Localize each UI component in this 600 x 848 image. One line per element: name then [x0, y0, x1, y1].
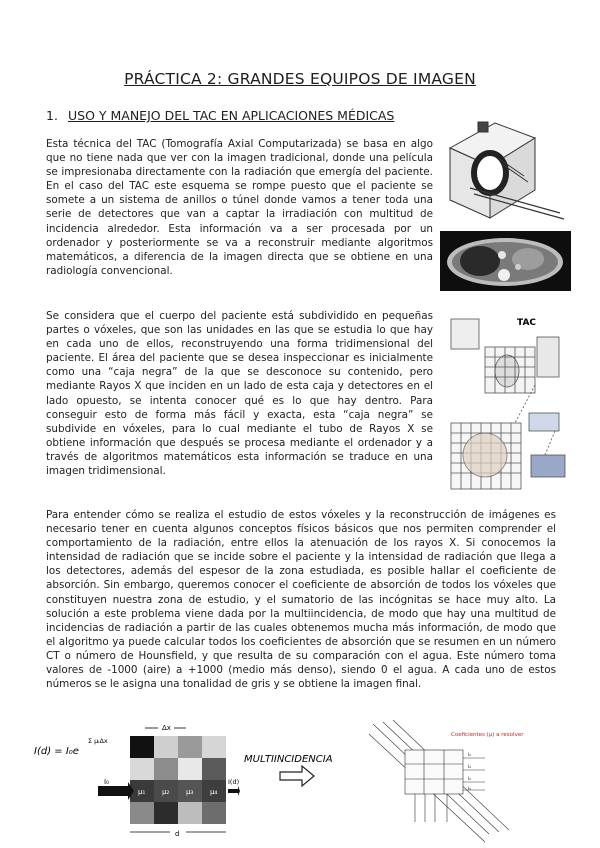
multiincidencia-label: MULTIINCIDENCIA [244, 754, 333, 765]
multi-caption: Coeficientes (μ) a resolver [451, 732, 524, 738]
formula-left: I(d) = I₀e [34, 746, 79, 757]
grid-d-label: d [175, 830, 180, 838]
paragraph-2: Se considera que el cuerpo del paciente está subdividido en pequeñas partes o vóxeles, que son las unidades en las que se estudia lo que hay en cada uno de ellos, reconstruyendo una forma tridimensional del paciente. El área del paciente que se desea inspeccionar es inicialmente como una “caja negra” de la que se desconoce su contenido, pero mediante Rayos X que inciden en un lado de esta caja y detectores en el lado opuesto, se intenta conocer qué es lo que hay dentro. Para conseguir esto de forma más fácil y exacta, esta “caja negra” se subdivide en vóxeles, para lo cual mediante el tubo de Rayos X se obtiene información que después se procesa mediante el ordenador y a través de algoritmos matemáticos esta información se traduce en una imagen tridimensional. [46, 310, 433, 478]
svg-text:I₀: I₀ [468, 753, 472, 758]
section-heading [46, 108, 394, 123]
grid-io-label: I₀ [104, 778, 109, 786]
section-title: USO Y MANEJO DEL TAC EN APLICACIONES MÉDICAS [67, 108, 395, 123]
svg-text:I₀: I₀ [468, 765, 472, 770]
multiincidencia-figure [240, 748, 360, 788]
attenuation-grid [90, 722, 240, 842]
paragraph-3: Para entender cómo se realiza el estudio de estos vóxeles y la reconstrucción de imágenes es necesario tener en cuenta algunos conceptos físicos básicos que nos permiten comprender el comportamiento de la radiación, entre ellos la atenuación de los rayos X. Si conocemos la intensidad de radiación que se incide sobre el paciente y la intensidad de radiación que llega a los detectores, además del espesor de la zona estudiada, es posible hallar el coeficiente de absorción. Sin embargo, queremos conocer el coeficiente de absorción de todos los vóxeles que constituyen nuestra zona de estudio, y el sumatorio de las incógnitas se hace muy alto. La solución a este problema viene dada por la multiincidencia, de modo que hay una multitud de incidencias de radiación a partir de las cuales obtenemos mucha más información, de modo que el algoritmo ya puede calcular todos los coeficientes de absorción que se resumen en un número CT o número de Hounsfield, y que resulta de su comparación con el agua. Este número toma valores de -1000 (aire) a +1000 (medio más denso), siendo 0 el agua. A cada uno de estos números se le asigna una tonalidad de gris y se obtiene la imagen final. [46, 509, 556, 691]
ct-slice-image [440, 231, 571, 291]
svg-text:I₀: I₀ [468, 777, 472, 782]
tac-voxel-diagram [445, 305, 575, 497]
page-title: PRÁCTICA 2: GRANDES EQUIPOS DE IMAGEN [124, 70, 476, 88]
tac-label: TAC [517, 318, 537, 328]
formula-sum: Σ μᵢΔx [88, 737, 108, 745]
grid-mu3: μ₃ [186, 788, 194, 796]
multi-incidence-diagram [365, 718, 535, 844]
ct-scanner-figure [440, 118, 570, 228]
grid-mu2: μ₂ [162, 788, 170, 796]
grid-mu4: μ₄ [210, 788, 218, 796]
grid-id-label: I(d) [228, 778, 240, 786]
section-number: 1. [46, 108, 58, 123]
paragraph-1: Esta técnica del TAC (Tomografía Axial Computarizada) se basa en algo que no tiene nada que ver con la imagen tradicional, donde una película se impresionaba directamente con la radiación que emergía del paciente. En el caso del TAC este esquema se rompe puesto que el paciente se somete a un sistema de anillos o túnel donde vamos a tener toda una serie de detectores que van a captar la irradiación con multitud de incidencia alrededor. Esta información va a ser procesada por un ordenador y posteriormente se va a reconstruir mediante algoritmos matemáticos, a diferencia de la imagen directa que se obtiene en una radiología convencional. [46, 138, 433, 277]
grid-mu1: μ₁ [138, 788, 146, 796]
svg-text:I₀: I₀ [468, 787, 472, 792]
grid-dx-label: Δx [162, 724, 171, 732]
right-arrow-icon [280, 766, 314, 786]
